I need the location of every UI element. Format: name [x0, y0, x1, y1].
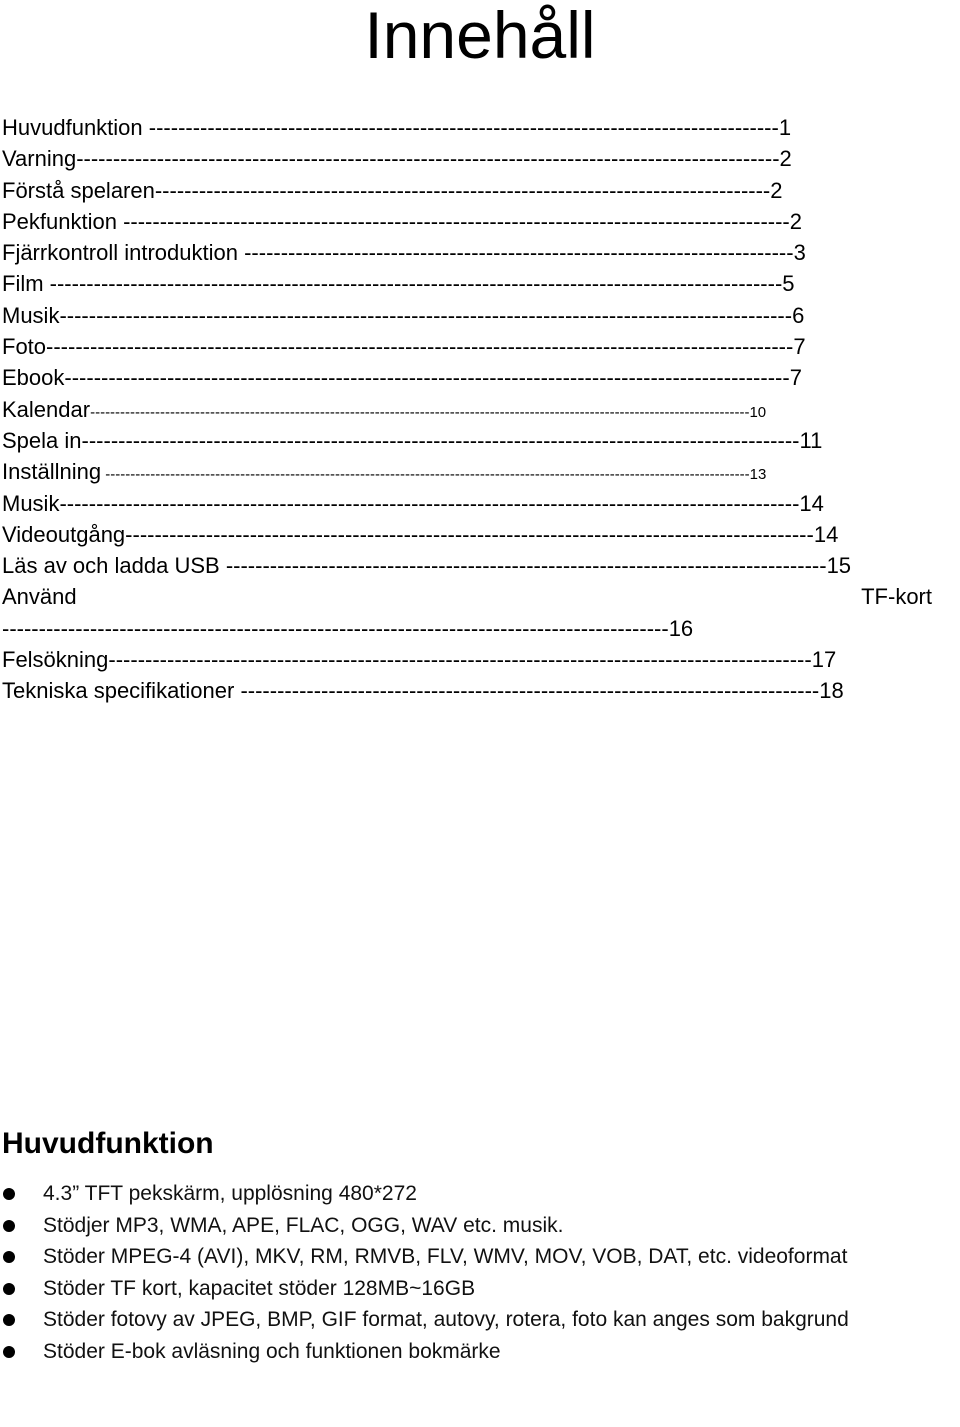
toc-page-number: 5 [782, 271, 795, 297]
toc-entry-label: Ebook [2, 365, 65, 391]
toc-page-number: 13 [749, 466, 767, 484]
feature-item [0, 1210, 940, 1242]
feature-item [0, 1336, 940, 1368]
toc-entry-label: Förstå spelaren [2, 177, 155, 203]
bullet-icon [3, 1188, 15, 1200]
toc-leader-dashes: --------------------------------------------------------------------------------------------------- [64, 365, 790, 391]
toc-entry[interactable] [2, 143, 958, 174]
toc-entry[interactable] [2, 519, 958, 550]
toc-leader-dashes: -------------------------------------------------------------------------------------------------- [81, 427, 800, 453]
toc-leader-dashes: ------------------------------------------------------------------------------------------------ [108, 647, 812, 673]
toc-page-number: 3 [793, 240, 806, 266]
toc-entry[interactable] [2, 362, 958, 393]
feature-text: Stöder TF kort, kapacitet stöder 128MB~16GB [43, 1276, 476, 1300]
toc-page-number: 17 [811, 647, 837, 673]
toc-page-number: 7 [793, 334, 806, 360]
toc-entry-label: Använd [2, 584, 77, 610]
toc-entry-label: Videoutgång [2, 521, 126, 547]
feature-item [0, 1304, 940, 1336]
toc-page-number: 6 [792, 302, 805, 328]
toc-leader-dashes: ------------------------------------------------------------------------------------------- [2, 615, 669, 641]
toc-entry-label: Musik [2, 490, 60, 516]
toc-page-number: 16 [668, 615, 694, 641]
toc-page-number: 14 [799, 490, 824, 516]
feature-item [0, 1178, 940, 1210]
toc-entry-label: Huvudfunktion [2, 115, 143, 140]
feature-text: Stöder fotovy av JPEG, BMP, GIF format, autovy, rotera, foto kan anges som bakgrund [43, 1308, 849, 1331]
toc-entry-label: Spela in [2, 427, 82, 453]
toc-entry[interactable] [2, 488, 958, 519]
toc-leader-dashes: ------------------------------------------------------------------------------- [234, 678, 820, 704]
feature-item [0, 1241, 940, 1273]
toc-entry[interactable] [2, 394, 958, 425]
toc-entry-label: Inställning [2, 459, 102, 485]
toc-entry[interactable] [2, 456, 958, 487]
toc-entry[interactable] [2, 268, 958, 299]
toc-page-number: 2 [779, 146, 792, 172]
toc-leader-dashes: --------------------------------------------------------------------------- [237, 240, 794, 266]
toc-page-number: 15 [826, 553, 852, 579]
toc-page-number: 2 [770, 177, 783, 203]
toc-entry-label: Musik [2, 302, 60, 328]
page-title: Innehåll [364, 0, 596, 72]
toc-entry[interactable] [2, 206, 958, 237]
toc-leader-dashes: ------------------------------------------------------------------------------------------- [116, 208, 790, 234]
toc-page-number: 10 [749, 403, 767, 421]
feature-text: Stöder MPEG-4 (AVI), MKV, RM, RMVB, FLV, WMV, MOV, VOB, DAT, etc. videoformat [43, 1245, 848, 1268]
toc-page-number: 18 [819, 678, 844, 704]
feature-text: Stödjer MP3, WMA, APE, FLAC, OGG, WAV etc. musik. [43, 1213, 564, 1237]
feature-list [0, 1178, 940, 1367]
toc-leader-dashes: ------------------------------------------------------------------------------------------------ [76, 146, 780, 172]
toc-entry-label: Varning [2, 146, 77, 172]
toc-page-number: 14 [813, 521, 839, 547]
toc-entry[interactable] [2, 300, 958, 331]
toc-entry-label: Pekfunktion [2, 208, 117, 234]
toc-entry-label: Tekniska specifikationer [2, 678, 235, 704]
toc-entry[interactable] [2, 112, 958, 143]
toc-page-number: 1 [778, 115, 792, 140]
feature-text: Stöder E-bok avläsning och funktionen bokmärke [43, 1339, 501, 1363]
toc-entry-label: Film [2, 271, 44, 297]
toc-entry-label: Läs av och ladda USB [2, 553, 220, 579]
toc-leader-dashes: ------------------------------------------------------------------------------------ [154, 177, 771, 203]
toc-leader-dashes: ---------------------------------------------------------------------------------------------------- [43, 271, 783, 297]
toc-entry-anvand-tf-kort[interactable] [2, 581, 932, 612]
toc-leader-dashes: ------------------------------------------------------------------------------------------------------------------------------------ [90, 403, 750, 421]
feature-item [0, 1273, 940, 1305]
toc-entry[interactable] [2, 175, 958, 206]
toc-entry-label: Felsökning [2, 647, 109, 673]
toc-leader-dashes: ------------------------------------------------------------------------------------------------------ [46, 334, 794, 360]
table-of-contents [2, 112, 958, 707]
toc-entry-continuation[interactable] [2, 613, 958, 644]
toc-entry-label-right: TF-kort [861, 584, 932, 610]
toc-entry[interactable] [2, 425, 958, 456]
toc-entry[interactable] [2, 237, 958, 268]
bullet-icon [3, 1283, 15, 1295]
toc-entry[interactable] [2, 675, 958, 706]
toc-leader-dashes: ---------------------------------------------------------------------------------------------------- [59, 302, 793, 328]
toc-entry-label: Foto [2, 334, 47, 360]
toc-entry[interactable] [2, 331, 958, 362]
toc-entry[interactable] [2, 644, 958, 675]
toc-page-number: 11 [799, 427, 823, 453]
bullet-icon [3, 1220, 15, 1232]
toc-entry-label: Kalendar [2, 396, 91, 422]
toc-page-number: 7 [789, 365, 802, 391]
feature-text: 4.3” TFT pekskärm, upplösning 480*272 [43, 1182, 417, 1205]
toc-leader-dashes: -------------------------------------------------------------------------------------- [142, 115, 779, 140]
bullet-icon [3, 1346, 15, 1358]
bullet-icon [3, 1251, 15, 1263]
toc-leader-dashes: ---------------------------------------------------------------------------------- [219, 553, 827, 579]
toc-entry-label: Fjärrkontroll introduktion [2, 240, 238, 266]
toc-page-number: 2 [789, 208, 803, 234]
toc-entry[interactable] [2, 550, 958, 581]
toc-leader-dashes: ----------------------------------------------------------------------------------------------------- [59, 490, 800, 516]
section-heading: Huvudfunktion [2, 1127, 214, 1160]
toc-leader-dashes: --------------------------------------------------------------------------------------------------------------------------------- [101, 466, 750, 484]
bullet-icon [3, 1314, 15, 1326]
toc-leader-dashes: ---------------------------------------------------------------------------------------------- [125, 521, 814, 547]
